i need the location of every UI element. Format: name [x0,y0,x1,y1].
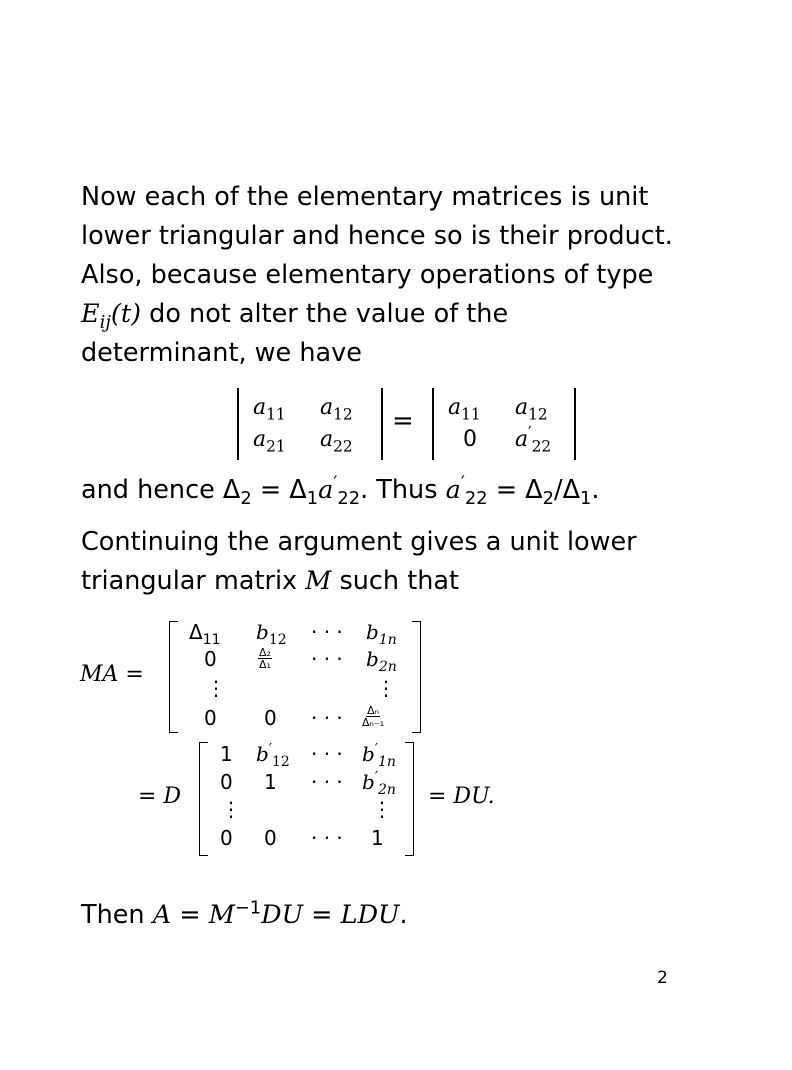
page-number: 2 [657,968,668,988]
du-r4c1: 0 [220,826,233,850]
ma-r2c2: $\frac{\text{Δ₂}}{\text{Δ₁}}$ [259,646,271,671]
det-right-a22-prime: $a'_{22}$ [515,423,552,456]
det-right-bar-l [432,388,434,460]
para1-line3: Also, because elementary operations of type [81,260,654,290]
det-right-a11: $a_{11}$ [448,395,481,424]
ma-left-bracket [169,621,178,733]
du-r1c4: $b'_{1n}$ [362,741,396,770]
ma-right-bracket [412,621,421,733]
du-r2c3: · · · [311,770,343,794]
det-right-a12: $a_{12}$ [515,395,548,424]
ma-r1c2: $b_{12}$ [256,620,287,648]
du-r2c2: 1 [264,770,277,794]
para1-line5: determinant, we have [81,338,362,368]
du-right-bracket [405,742,414,856]
para1-line1: Now each of the elementary matrices is unit [81,182,649,212]
math-E: E [81,299,100,329]
du-r1c3: · · · [311,742,343,766]
det-right-bar-r [574,388,576,460]
det-left-a12: $a_{12}$ [320,395,353,424]
ma-r1c1: $\Delta_{11}$ [189,620,221,648]
det-equals: = [392,406,414,436]
para2-line2: triangular matrix M such that [81,566,459,596]
hence-line: and hence $\Delta_2 = \Delta_1a'_{22}$. Thus $a'_{22} = \Delta_2/\Delta_1$. [81,472,600,510]
math-E-sub: ij [99,312,111,334]
det-left-a22: $a_{22}$ [320,427,353,456]
det-left-a21: $a_{21}$ [253,427,286,456]
ma-r3c4: ⋮ [376,676,396,700]
para1-line2: lower triangular and hence so is their product. [81,221,673,251]
du-r4c3: · · · [311,826,343,850]
du-r2c1: 0 [220,770,233,794]
det-right-zero: 0 [463,427,477,452]
det-left-bar-l [237,388,239,460]
ma-r3c1: ⋮ [206,676,226,700]
ma-r4c3: · · · [311,706,343,730]
ma-r1c4: $b_{1n}$ [366,620,397,648]
det-left-bar-r [381,388,383,460]
ma-r1c3: · · · [311,620,343,644]
final-line: Then $A = M^{-1}DU$ = LDU. [81,897,408,930]
ma-r4c4: $\frac{\text{Δₙ}}{\text{Δₙ₋₁}}$ [362,704,385,729]
du-lhs: = D [138,784,182,809]
du-r3c1: ⋮ [221,797,241,821]
du-left-bracket [199,742,208,856]
du-r1c2: $b'_{12}$ [256,741,290,770]
ma-r2c1: 0 [204,647,217,671]
para2-line1: Continuing the argument gives a unit lower [81,527,637,557]
du-r4c2: 0 [264,826,277,850]
du-r1c1: 1 [220,742,233,766]
ma-r2c3: · · · [311,647,343,671]
du-rhs: = DU. [428,784,495,809]
para1-line4 [81,295,508,334]
det-left-a11: $a_{11}$ [253,395,286,424]
du-r3c4: ⋮ [372,797,392,821]
ma-r4c1: 0 [204,706,217,730]
ma-r4c2: 0 [264,706,277,730]
math-E-arg: (t) [110,299,142,329]
du-r2c4: $b'_{2n}$ [362,769,396,798]
du-r4c4: 1 [371,826,384,850]
ma-r2c4: $b_{2n}$ [366,647,397,675]
line4-rest: do not alter the value of the [141,299,509,329]
ma-lhs: MA = [80,662,144,687]
